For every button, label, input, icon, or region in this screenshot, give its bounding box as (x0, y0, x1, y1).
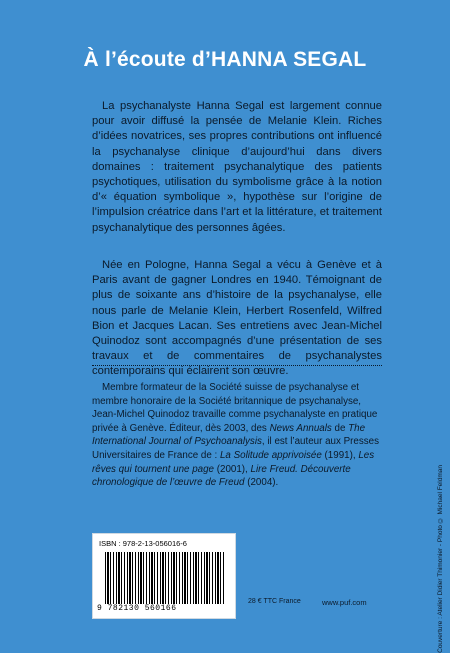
publisher-website: www.puf.com (322, 598, 367, 607)
bio-part-4: (1991), (321, 449, 359, 461)
isbn-label: ISBN : 978-2-13-056016-6 (99, 539, 187, 548)
summary-paragraph-1 (92, 99, 382, 236)
bio-part-5: (2001), (214, 463, 251, 475)
bio-book-3: Lire Freud. Découverte chronologique de l’œuvre de Freud (92, 463, 351, 489)
bio-book-2: Les rêves qui tournent une page (92, 449, 375, 475)
bio-part-1: Membre formateur de la Société suisse de psychanalyse et membre honoraire de la Société britannique de psychanalyse, Jean-Michel Quinodoz travaille comme psychanalyste en pratique privée à Genève. Éditeur, dès 2003, des (92, 382, 378, 434)
cover-credit: Couverture : Atelier Didier Thimonier - Photo © Michael Feldman (437, 465, 444, 653)
barcode-panel (92, 533, 236, 619)
bio-part-2: de (331, 422, 349, 434)
bio-book-1: La Solitude apprivoisée (219, 449, 322, 461)
barcode-bars (105, 552, 225, 604)
bio-journal-2: The International Journal of Psychoanalysis (92, 422, 366, 448)
section-divider (92, 365, 382, 366)
barcode-number: 9 782130 560166 (97, 604, 177, 613)
book-title: À l’écoute d’HANNA SEGAL (83, 48, 367, 71)
summary-paragraph-1-text: La psychanalyste Hanna Segal est largement connue pour avoir diffusé la pensée de Melanie Klein. Riches d’idées novatrices, ses propres contributions ont influencé la psychanalyse clinique d’aujourd’hui dans divers domaines : traitement psychanalytique des patients psychotiques, utilisation du symbolisme grâce à la notion d’« équation symbolique », hypothèse sur l’origine de l’impulsion créatrice dans l’art et la littérature, et traitement psychanalytique des personnes âgées. (92, 100, 382, 234)
bio-part-6: (2004). (244, 477, 279, 489)
price-label: 28 € TTC France (248, 598, 301, 605)
bio-journal: News Annuals (269, 422, 332, 434)
bio-part-3: , il est l’auteur aux Presses Universitaires de France de : (92, 436, 379, 461)
author-bio (92, 381, 382, 490)
summary-paragraph-2-text: Née en Pologne, Hanna Segal a vécu à Genève et à Paris avant de gagner Londres en 1940. Témoignant de plus de soixante ans d’histoire de la psychanalyse, elle nous parle de Melanie Klein, Herbert Rosenfeld, Wilfred Bion et Jacques Lacan. Ses entretiens avec Jean-Michel Quinodoz sont accompagnés d’une présentation de ses travaux et de commentaires de psychanalystes contemporains qui éclairent son œuvre. (92, 259, 382, 378)
summary-paragraph-2 (92, 258, 382, 380)
